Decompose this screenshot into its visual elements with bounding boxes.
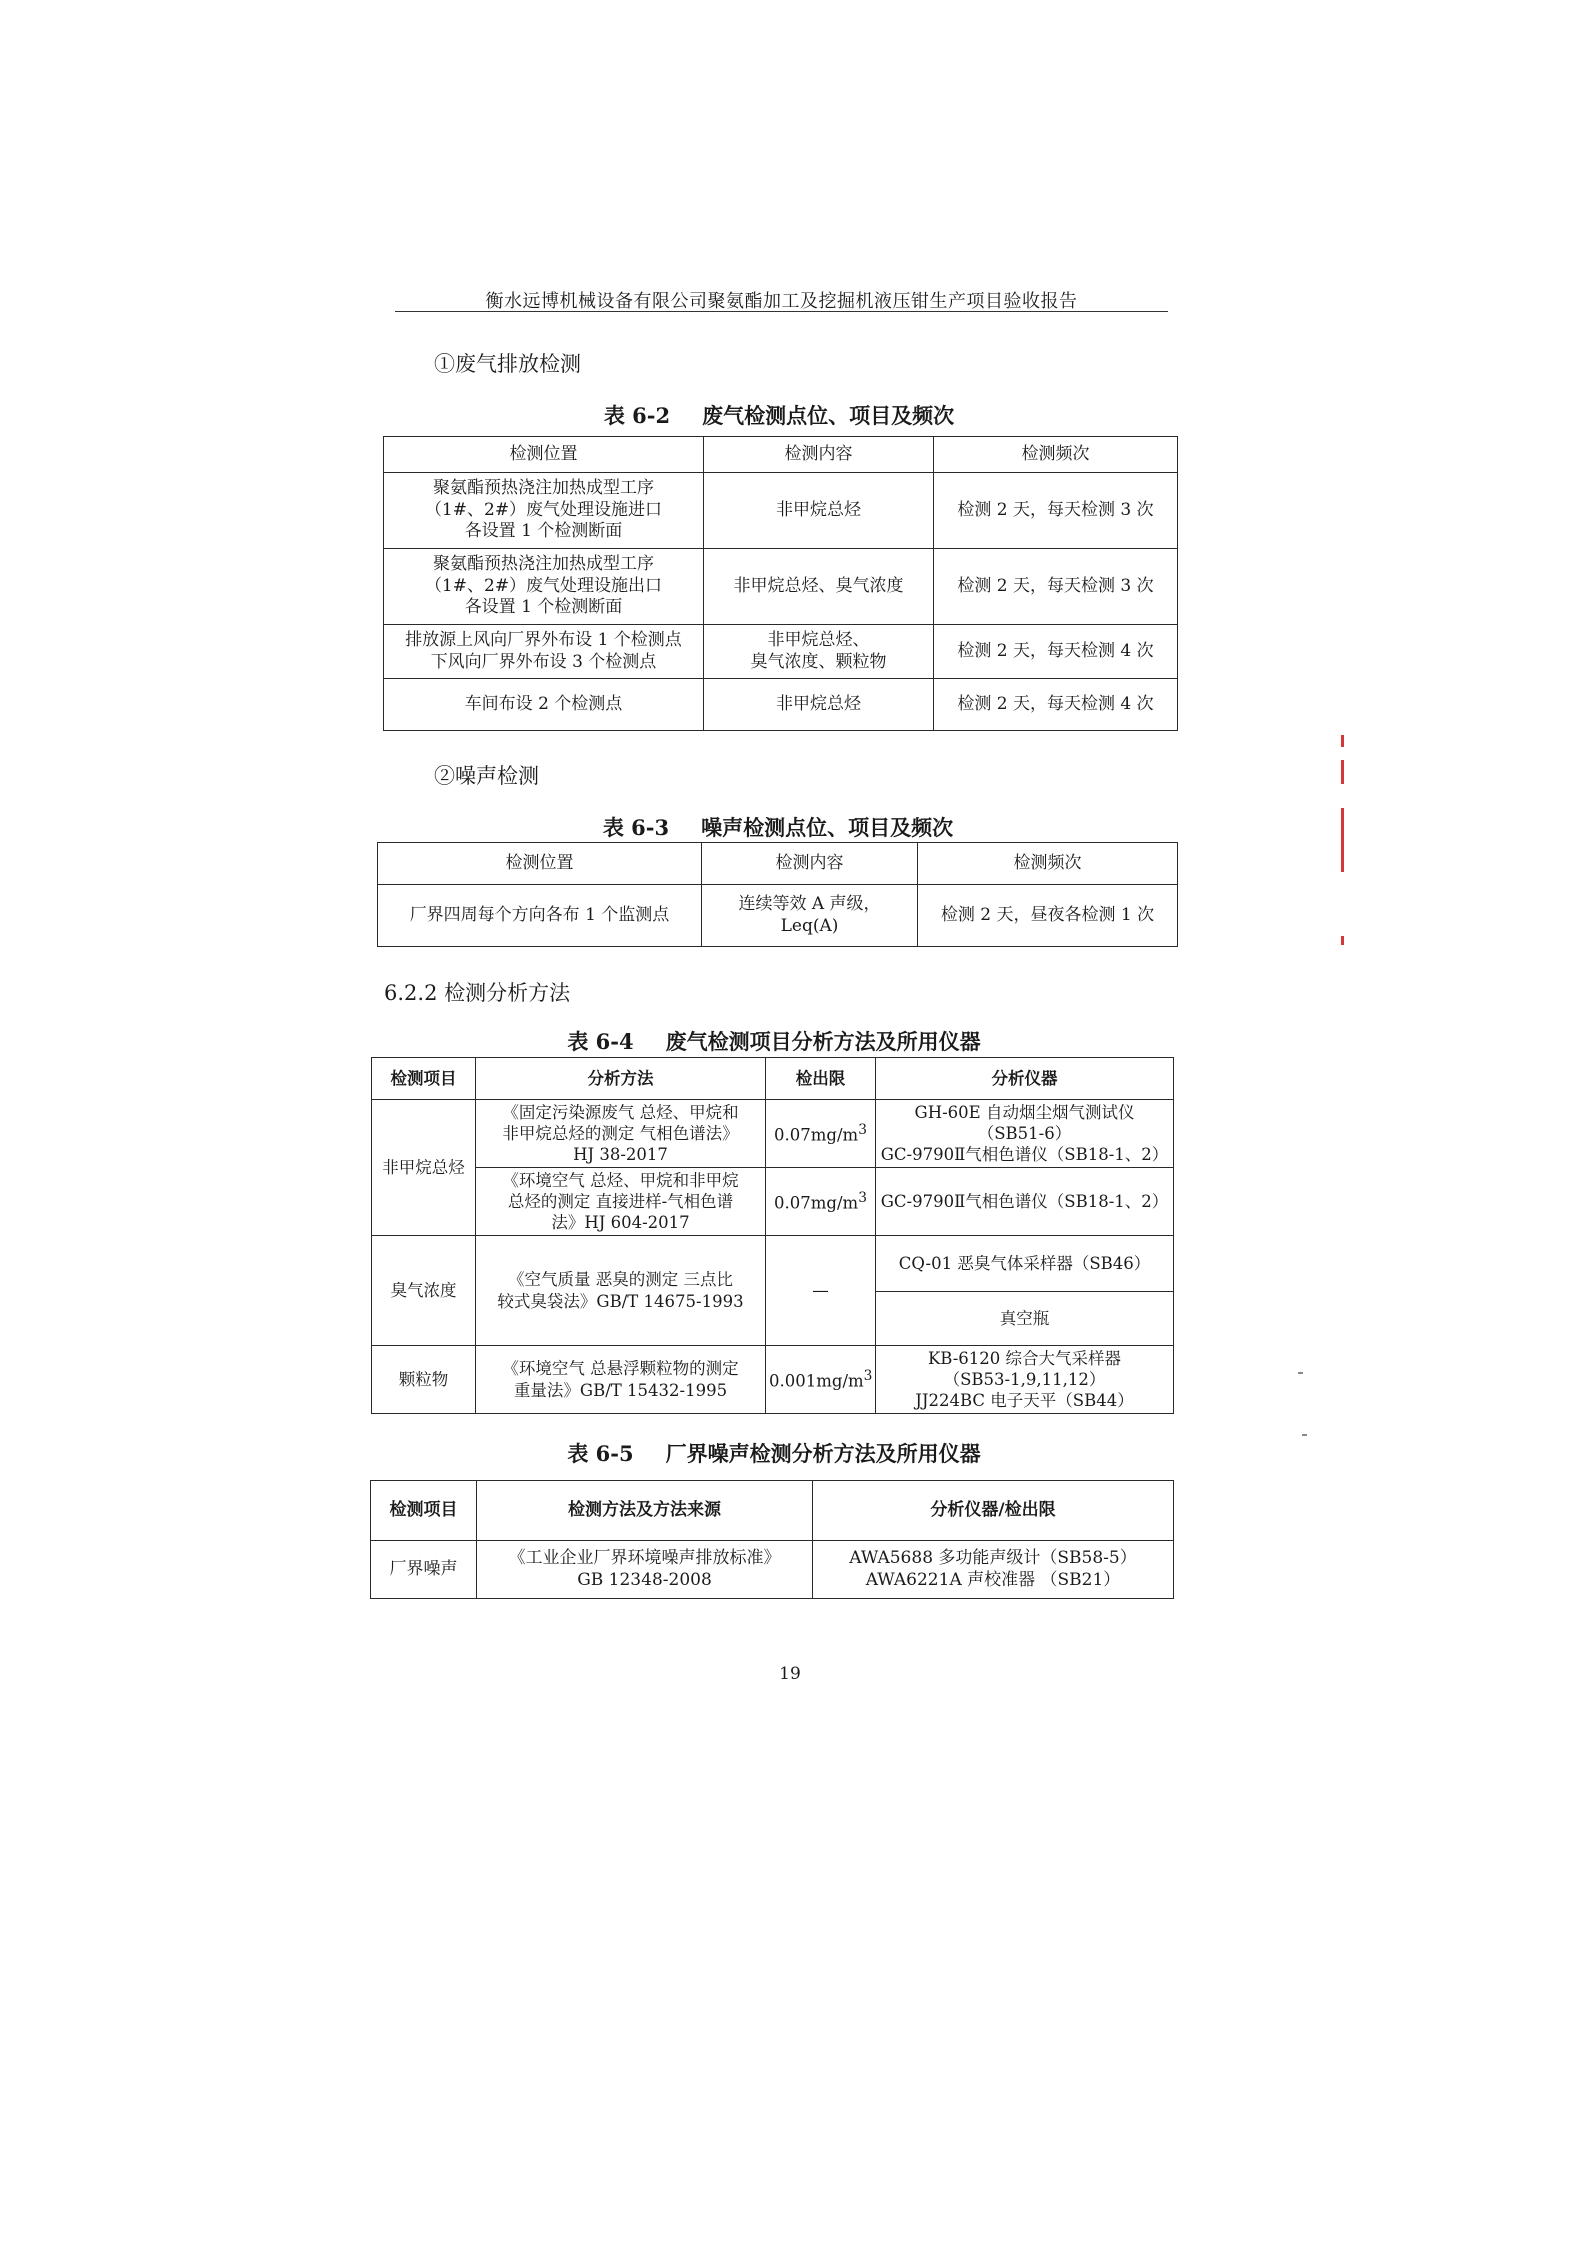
page-number: 19 — [779, 1664, 801, 1684]
scan-edge-mark — [1341, 808, 1344, 872]
cell-line: 臭气浓度、颗粒物 — [750, 651, 887, 672]
limit-cell — [766, 1100, 876, 1168]
instrument-cell: GC-9790Ⅱ气相色谱仪（SB18-1、2） — [876, 1168, 1174, 1236]
section-heading-gas: ①废气排放检测 — [434, 352, 581, 376]
table-row — [371, 1541, 1174, 1599]
cell-line: GH-60E 自动烟尘烟气测试仪 — [914, 1102, 1135, 1122]
cell-line: JJ224BC 电子天平（SB44） — [915, 1391, 1134, 1411]
table-6-2-caption — [384, 400, 1174, 430]
header-rule — [395, 311, 1168, 312]
header-cell: 检测方法及方法来源 — [477, 1481, 813, 1541]
cell-line: 非甲烷总烃的测定 气相色谱法》 — [502, 1123, 739, 1143]
content-cell: 非甲烷总烃 — [704, 473, 934, 549]
header-cell: 分析仪器/检出限 — [813, 1481, 1174, 1541]
method-cell — [476, 1236, 766, 1346]
cell-line: 《环境空气 总烃、甲烷和非甲烷 — [502, 1170, 739, 1190]
header-cell: 分析方法 — [476, 1058, 766, 1100]
cell-line: 重量法》GB/T 15432-1995 — [513, 1380, 728, 1400]
cell-line: （1#、2#）废气处理设施进口 — [424, 499, 663, 520]
content-cell: 非甲烷总烃 — [704, 679, 934, 731]
table-6-2-number: 表 6-2 — [603, 403, 671, 428]
table-header-row — [371, 1481, 1174, 1541]
report-header-title: 衡水远博机械设备有限公司聚氨酯加工及挖掘机液压钳生产项目验收报告 — [485, 291, 1078, 312]
limit-cell — [766, 1168, 876, 1236]
cell-line: 非甲烷总烃、 — [767, 629, 870, 650]
cell-line: GC-9790Ⅱ气相色谱仪（SB18-1、2） — [880, 1145, 1169, 1165]
location-cell: 厂界四周每个方向各布 1 个监测点 — [378, 885, 702, 947]
method-cell — [477, 1541, 813, 1599]
cell-line: 聚氨酯预热浇注加热成型工序 — [433, 553, 654, 574]
table-6-2 — [383, 436, 1178, 731]
table-row — [384, 679, 1178, 731]
table-row — [372, 1346, 1174, 1414]
table-6-4 — [371, 1057, 1174, 1414]
table-6-4-title: 废气检测项目分析方法及所用仪器 — [665, 1029, 981, 1054]
table-6-3-number: 表 6-3 — [602, 815, 670, 840]
item-cell-odor: 臭气浓度 — [372, 1236, 476, 1346]
table-header-row — [384, 437, 1178, 473]
content-cell — [702, 885, 918, 947]
header-cell: 检测频次 — [918, 843, 1178, 885]
instrument-cell — [876, 1346, 1174, 1414]
table-6-4-number: 表 6-4 — [567, 1029, 634, 1054]
frequency-cell: 检测 2 天，昼夜各检测 1 次 — [918, 885, 1178, 947]
limit-superscript: 3 — [858, 1121, 867, 1138]
header-cell: 检测位置 — [384, 437, 704, 473]
table-row — [372, 1236, 1174, 1292]
instrument-cell: CQ-01 恶臭气体采样器（SB46） — [876, 1236, 1174, 1292]
header-cell: 检测项目 — [371, 1481, 477, 1541]
method-cell — [476, 1100, 766, 1168]
table-row — [372, 1168, 1174, 1236]
frequency-cell: 检测 2 天，每天检测 3 次 — [934, 549, 1178, 625]
limit-cell: — — [766, 1236, 876, 1346]
scan-speck — [1302, 1434, 1307, 1436]
cell-line: 《环境空气 总悬浮颗粒物的测定 — [502, 1359, 739, 1379]
table-6-3-caption — [380, 812, 1176, 842]
table-header-row — [378, 843, 1178, 885]
scan-edge-mark — [1341, 936, 1344, 945]
item-cell: 厂界噪声 — [371, 1541, 477, 1599]
frequency-cell: 检测 2 天，每天检测 4 次 — [934, 625, 1178, 679]
frequency-cell: 检测 2 天，每天检测 3 次 — [934, 473, 1178, 549]
item-cell-nmhc: 非甲烷总烃 — [372, 1100, 476, 1236]
table-6-5 — [370, 1480, 1174, 1599]
cell-line: 聚氨酯预热浇注加热成型工序 — [433, 477, 654, 498]
cell-line: 《工业企业厂界环境噪声排放标准》 — [508, 1547, 781, 1568]
cell-line: 下风向厂界外布设 3 个检测点 — [430, 651, 657, 672]
table-6-5-caption — [370, 1438, 1178, 1468]
section-heading-noise: ②噪声检测 — [434, 764, 539, 788]
table-row — [378, 885, 1178, 947]
table-row — [384, 473, 1178, 549]
cell-line: GB 12348-2008 — [577, 1569, 712, 1590]
table-6-3-title: 噪声检测点位、项目及频次 — [701, 815, 954, 840]
header-cell: 检测项目 — [372, 1058, 476, 1100]
table-row — [384, 625, 1178, 679]
cell-line: HJ 38-2017 — [573, 1145, 668, 1165]
cell-line: 《空气质量 恶臭的测定 三点比 — [508, 1270, 733, 1290]
cell-line: （SB53-1,9,11,12） — [943, 1369, 1106, 1389]
scan-edge-mark — [1341, 735, 1344, 747]
cell-line: Leq(A) — [780, 915, 839, 936]
table-header-row — [372, 1058, 1174, 1100]
table-6-4-caption — [370, 1026, 1178, 1056]
cell-line: 排放源上风向厂界外布设 1 个检测点 — [405, 629, 682, 650]
limit-value: 0.001mg/m — [769, 1371, 864, 1391]
content-cell: 非甲烷总烃、臭气浓度 — [704, 549, 934, 625]
cell-line: 总烃的测定 直接进样-气相色谱 — [507, 1191, 734, 1211]
header-cell: 检测频次 — [934, 437, 1178, 473]
table-row — [372, 1100, 1174, 1168]
instrument-cell — [813, 1541, 1174, 1599]
table-6-3 — [377, 842, 1178, 947]
location-cell — [384, 625, 704, 679]
location-cell: 车间布设 2 个检测点 — [384, 679, 704, 731]
scan-speck — [1298, 1372, 1303, 1374]
cell-line: 较式臭袋法》GB/T 14675-1993 — [497, 1291, 744, 1311]
cell-line: 连续等效 A 声级， — [738, 893, 881, 914]
cell-line: （SB51-6） — [977, 1123, 1072, 1143]
cell-line: KB-6120 综合大气采样器 — [927, 1348, 1122, 1368]
cell-line: 法》HJ 604-2017 — [551, 1213, 690, 1233]
section-heading-method: 6.2.2 检测分析方法 — [384, 981, 571, 1005]
method-cell — [476, 1346, 766, 1414]
limit-cell — [766, 1346, 876, 1414]
location-cell — [384, 549, 704, 625]
instrument-cell — [876, 1100, 1174, 1168]
table-6-5-title: 厂界噪声检测分析方法及所用仪器 — [665, 1441, 981, 1466]
content-cell — [704, 625, 934, 679]
instrument-cell: 真空瓶 — [876, 1292, 1174, 1346]
limit-value: 0.07mg/m — [774, 1193, 859, 1213]
frequency-cell: 检测 2 天，每天检测 4 次 — [934, 679, 1178, 731]
method-cell — [476, 1168, 766, 1236]
item-cell-particulate: 颗粒物 — [372, 1346, 476, 1414]
table-6-2-title: 废气检测点位、项目及频次 — [702, 403, 955, 428]
cell-line: AWA5688 多功能声级计（SB58-5） — [849, 1547, 1137, 1568]
header-cell: 检测内容 — [704, 437, 934, 473]
cell-line: AWA6221A 声校准器 （SB21） — [865, 1569, 1121, 1590]
cell-line: 各设置 1 个检测断面 — [464, 521, 623, 542]
header-cell: 检出限 — [766, 1058, 876, 1100]
cell-line: 各设置 1 个检测断面 — [464, 597, 623, 618]
limit-superscript: 3 — [858, 1189, 867, 1206]
cell-line: 《固定污染源废气 总烃、甲烷和 — [502, 1102, 739, 1122]
table-row — [384, 549, 1178, 625]
header-cell: 检测内容 — [702, 843, 918, 885]
scan-edge-mark — [1341, 760, 1344, 784]
limit-value: 0.07mg/m — [774, 1125, 859, 1145]
location-cell — [384, 473, 704, 549]
limit-superscript: 3 — [863, 1367, 873, 1384]
table-6-5-number: 表 6-5 — [567, 1441, 634, 1466]
header-cell: 分析仪器 — [876, 1058, 1174, 1100]
cell-line: （1#、2#）废气处理设施出口 — [424, 575, 663, 596]
header-cell: 检测位置 — [378, 843, 702, 885]
